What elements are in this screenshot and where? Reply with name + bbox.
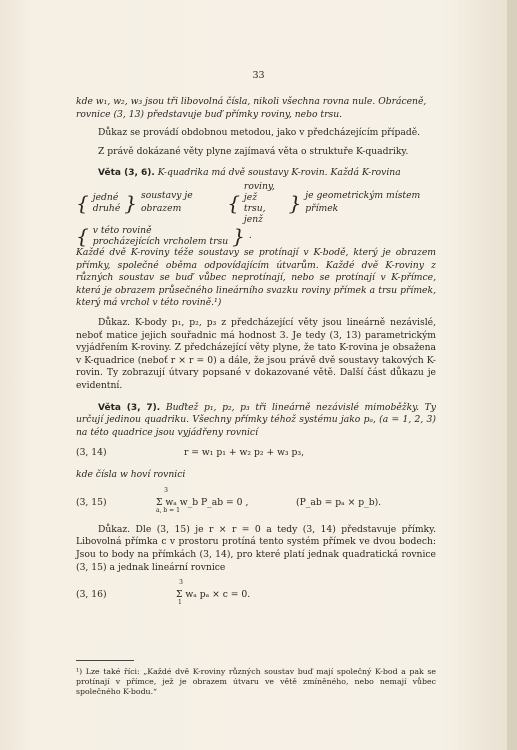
prochazejicich: procházejících vrcholem trsu [92,235,229,247]
equation-3-15-sum-top: 3 [164,486,168,494]
left-brace-icon-2: { [227,190,240,215]
theorem-3-6-rest: Každé dvě K-roviny téže soustavy se protínají v K-bodě, který je obrazem přímky, společné oběma odpovídajícím útvarům. Každé dvě K-roviny z různých soustav se buď vůbec neprotínají, nebo se protínají v K-přímce, která je obrazem průsečného lineárního svazku roviny přímek a trsu přímek, který má vrchol v této rovině.¹) [76,246,436,309]
intro-line-2: rovnice (3, 13) představuje buď přímky roviny, nebo trsu. [76,108,343,120]
geometric-text: je geometrickým místem přímek [305,190,421,214]
equation-3-16-sum-bottom: 1 [178,599,182,607]
equation-3-16 [76,579,436,607]
theorem-3-6-brace-row [76,181,436,225]
theorem-3-6-brace-row-2: { v této rovině procházejících vrcholem trsu } . [76,223,252,248]
footnote-rule [76,660,134,661]
equation-3-15-note: (P_ab = pₐ × p_b). [296,496,382,508]
equation-3-15 [76,486,436,514]
proof-3-7: Důkaz. Dle (3, 15) je r × r = 0 a tedy (3, 14) představuje přímky. Libovolná přímka c v prostoru protíná tento systém přímek ve dvou bodech: Jsou to body na přímkách (3, 14), pro které platí jednak quadratická rovnice (3, 15) a jednak lineární rovnice [76,523,436,573]
soustavy-text: soustavy je obrazem [141,190,193,214]
equation-3-16-sum-top: 3 [179,579,183,587]
intro-line-1: kde w₁, w₂, w₃ jsou tři libovolná čísla, nikoli všechna rovna nule. Obráceně, [76,96,427,107]
footnote: ¹) Lze také říci: „Každé dvě K-roviny různých soustav buď mají společný K-bod a pak se protínají v přímce, jež je obrazem útvaru ve větě zmíněného, nebo nemají vůbec společného K-bodu.“ [76,667,436,697]
equation-3-15-body: Σ wₐ w_b P_ab = 0 , [156,496,249,508]
jedne-label: jedné [92,191,119,203]
left-brace-icon: { [76,190,89,215]
proof-3-6: Důkaz. K-body p₁, p₂, p₃ z předcházející věty jsou lineárně nezávislé, neboť matice jejich souřadnic má hodnost 3. Je tedy (3, 13) parametrickým vyjádřením K-roviny. Z předcházející věty plyne, že tato K-rovina je obsažena v K-quadrice (neboť r × r = 0) a dále, že jsou právě dvě soustavy takových K-rovin. Ty zobrazují útvary popsané v dokazované větě. Další část důkazu je evidentní. [76,316,436,391]
left-brace-icon-3: { [76,223,89,248]
equation-3-16-body: Σ wₐ pₐ × c = 0. [176,589,251,601]
kde-cisla-text: kde čísla w hoví rovnici [76,469,186,481]
trsu-jenz-label: trsu, jenž [243,202,266,225]
v-teto-rovine: v této rovině [92,224,152,236]
druhe-label: druhé [92,202,121,214]
theorem-3-6-text-a: K-quadrika má dvě soustavy K-rovin. Každá K-rovina [157,167,401,179]
page-number: 33 [252,70,265,81]
theorem-3-6-label: Věta (3, 6). [98,168,155,179]
para-structure: Z právě dokázané věty plyne zajímavá věta o struktuře K-quadriky. [98,145,409,157]
equation-3-14-body: r = w₁ p₁ + w₂ p₂ + w₃ p₃, [184,447,305,459]
right-brace-icon: } [124,190,138,215]
theorem-3-6 [76,167,436,310]
equation-3-15-number: (3, 15) [76,496,107,508]
equation-3-15-sum-bottom: a, b = 1 [156,506,180,514]
para-proof-similar: Důkaz se provádí obdobnou metodou, jako v předcházejícím případě. [98,127,421,139]
page-edge [507,0,517,750]
right-brace-icon-3: } [232,223,245,248]
theorem-3-7 [76,402,436,440]
equation-3-14-number: (3, 14) [76,447,107,459]
right-brace-icon-2: } [288,190,302,215]
equation-3-16-number: (3, 16) [76,589,107,601]
equation-3-14 [76,447,436,463]
theorem-3-7-label: Věta (3, 7). [98,402,161,413]
theorem-3-7-text: Buďtež p₁, p₂, p₃ tři lineárně nezávislé mimoběžky. Ty určují jedinou quadriku. Všechny přímky téhož systému jako pₐ, (a = 1, 2, 3) na této quadrice jsou vyjádřeny rovnicí [76,401,436,438]
roviny-jez-label: roviny, jež [243,180,275,203]
main-text [76,96,436,606]
